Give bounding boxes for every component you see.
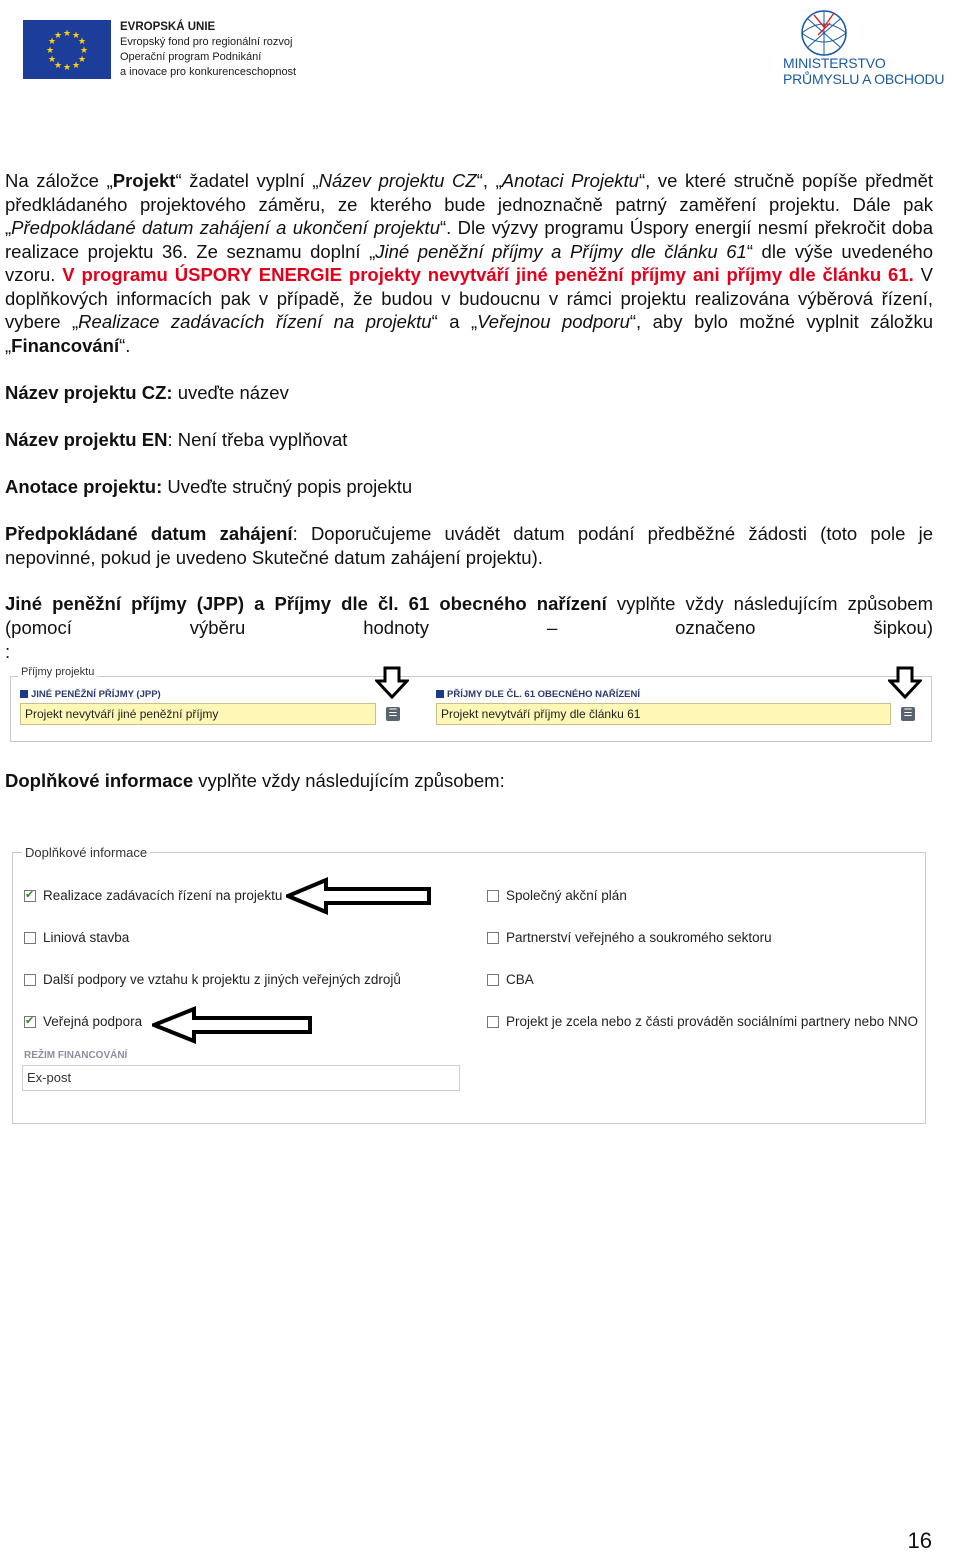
svg-text:★: ★: [47, 55, 57, 65]
income-panel-legend: Příjmy projektu: [18, 666, 97, 678]
checkbox-cba[interactable]: [487, 972, 534, 987]
checkbox-icon[interactable]: [487, 974, 499, 986]
checkbox-label: Veřejná podpora: [43, 1014, 143, 1029]
text: “ a „: [431, 311, 478, 332]
intro-paragraph: [5, 169, 933, 357]
italic-text: Veřejnou podporu: [477, 311, 630, 332]
regime-label: REŽIM FINANCOVÁNÍ: [24, 1050, 128, 1061]
eu-line: a inovace pro konkurenceschopnost: [120, 66, 297, 78]
left-arrow-icon: [286, 877, 432, 915]
field-line-annotation: [5, 475, 412, 499]
svg-text:★: ★: [79, 46, 89, 56]
text: “ žadatel vyplní „: [175, 170, 319, 191]
checkbox-label: Liniová stavba: [43, 930, 130, 945]
date-paragraph: [5, 522, 933, 569]
eu-logo-text: [120, 20, 296, 80]
label-text: PŘÍJMY DLE ČL. 61 OBECNÉHO NAŘÍZENÍ: [447, 689, 641, 700]
field-value: vyplňte vždy následujícím způsobem (pomocí výběru hodnoty – označeno šipkou): [5, 593, 933, 638]
jpp-select[interactable]: Projekt nevytváří jiné peněžní příjmy: [20, 703, 376, 725]
jpp-paragraph: [5, 592, 933, 639]
art61-field-label: [436, 689, 640, 700]
mpo-line: PRŮMYSLU A OBCHODU: [783, 71, 945, 87]
italic-text: Anotaci Projektu: [501, 170, 639, 191]
required-marker-icon: [436, 690, 444, 698]
field-label: Název projektu EN: [5, 429, 168, 450]
bold-text: Projekt: [112, 170, 176, 191]
italic-text: Název projektu CZ: [318, 170, 477, 191]
page-number: 16: [907, 1528, 932, 1553]
field-label: Doplňkové informace: [5, 770, 194, 791]
eu-line: EVROPSKÁ UNIE: [120, 21, 216, 33]
svg-text:★: ★: [53, 61, 63, 71]
field-value: : Není třeba vyplňovat: [167, 429, 348, 450]
eu-flag-logo: [23, 20, 111, 79]
checkbox-icon[interactable]: [487, 932, 499, 944]
checkbox-social-partners[interactable]: [487, 1014, 918, 1029]
svg-text:★: ★: [77, 55, 87, 65]
field-label: Název projektu CZ:: [5, 382, 173, 403]
checkbox-checked-icon[interactable]: [24, 890, 36, 902]
list-icon[interactable]: ☰: [901, 707, 915, 721]
field-line-name-cz: [5, 381, 289, 405]
checkbox-checked-icon[interactable]: [24, 1016, 36, 1028]
eu-line: Evropský fond pro regionální rozvoj: [120, 36, 293, 48]
checkbox-label: CBA: [506, 972, 534, 987]
svg-text:★: ★: [62, 29, 72, 39]
svg-text:★: ★: [71, 31, 81, 41]
art61-select[interactable]: Projekt nevytváří příjmy dle článku 61: [436, 703, 891, 725]
bold-text: Financování: [11, 334, 120, 356]
text: “, ve které stručně popíše předmět předkládaného projektového záměru, ze kterého bude jednoznačně patrný zaměření projektu. Dále pak „: [5, 170, 933, 238]
mpo-globe-logo: [784, 5, 864, 57]
checkbox-label: Realizace zadávacích řízení na projektu: [43, 888, 283, 903]
field-value: Uveďte stručný popis projektu: [162, 476, 413, 497]
text: Na záložce „: [5, 170, 113, 191]
field-value: : Doporučujeme uvádět datum podání předběžné žádosti (toto pole je nepovinné, pokud je uvedeno Skutečné datum zahájení projektu).: [5, 523, 934, 568]
checkbox-label: Partnerství veřejného a soukromého sektoru: [506, 930, 772, 945]
italic-text: Jiné peněžní příjmy a Příjmy dle článku 61: [375, 240, 747, 262]
down-arrow-icon: [888, 666, 922, 700]
left-arrow-icon: [152, 1006, 312, 1044]
regime-field[interactable]: Ex-post: [22, 1065, 460, 1091]
field-label: Jiné peněžní příjmy (JPP) a Příjmy dle čl. 61 obecného nařízení: [5, 593, 607, 614]
text: “, aby bylo možné vyplnit záložku „: [5, 311, 934, 356]
text: “ dle výše uvedeného vzoru.: [5, 240, 933, 285]
svg-text:★: ★: [47, 37, 57, 47]
italic-text: Předpokládané datum zahájení a ukončení projektu: [11, 217, 440, 238]
checkbox-other-support[interactable]: [24, 972, 401, 987]
svg-text:★: ★: [62, 63, 72, 73]
checkbox-label: Společný akční plán: [506, 888, 627, 903]
italic-text: Realizace zadávacích řízení na projektu: [78, 311, 432, 332]
field-line-name-en: [5, 428, 347, 452]
field-value: uveďte název: [172, 382, 289, 403]
red-warning-text: V programu ÚSPORY ENERGIE projekty nevytváří jiné peněžní příjmy ani příjmy dle článku 61.: [62, 264, 914, 285]
jpp-field-label: [20, 689, 161, 700]
down-arrow-icon: [375, 666, 409, 700]
field-label: Předpokládané datum zahájení: [5, 523, 293, 544]
text: “, „: [476, 170, 502, 191]
field-label: Anotace projektu:: [5, 476, 163, 497]
svg-text:★: ★: [77, 37, 87, 47]
text: V doplňkových informacích pak v případě, že budou v budoucnu v rámci projektu realizována výběrová řízení, vybere „: [5, 264, 933, 332]
additional-info-legend: Doplňkové informace: [22, 845, 150, 860]
svg-text:★: ★: [45, 46, 55, 56]
checkbox-ppp[interactable]: [487, 930, 772, 945]
text: “.: [119, 334, 131, 356]
checkbox-tender-procedures[interactable]: [24, 888, 282, 903]
svg-text:★: ★: [71, 61, 81, 71]
checkbox-icon[interactable]: [487, 890, 499, 902]
mpo-logo-text: [783, 55, 944, 87]
list-icon[interactable]: ☰: [386, 707, 400, 721]
field-value: vyplňte vždy následujícím způsobem:: [193, 770, 505, 791]
label-text: JINÉ PENĚŽNÍ PŘÍJMY (JPP): [31, 689, 161, 700]
eu-line: Operační program Podnikání: [120, 51, 262, 63]
text: “. Dle výzvy programu Úspory energií nesmí překročit doba realizace projektu 36. Ze seznamu doplní „: [5, 217, 933, 262]
checkbox-joint-action-plan[interactable]: [487, 888, 627, 903]
checkbox-state-aid[interactable]: [24, 1014, 142, 1029]
checkbox-icon[interactable]: [487, 1016, 499, 1028]
jpp-tail: :: [5, 641, 11, 662]
required-marker-icon: [20, 690, 28, 698]
svg-text:★: ★: [53, 31, 63, 41]
checkbox-icon[interactable]: [24, 932, 36, 944]
checkbox-label: Další podpory ve vztahu k projektu z jiných veřejných zdrojů: [43, 972, 401, 987]
mpo-line: MINISTERSTVO: [783, 55, 886, 71]
checkbox-icon[interactable]: [24, 974, 36, 986]
checkbox-label: Projekt je zcela nebo z části prováděn sociálními partnery nebo NNO: [506, 1014, 918, 1029]
dopl-line: [5, 769, 505, 793]
checkbox-linear-construction[interactable]: [24, 930, 129, 945]
